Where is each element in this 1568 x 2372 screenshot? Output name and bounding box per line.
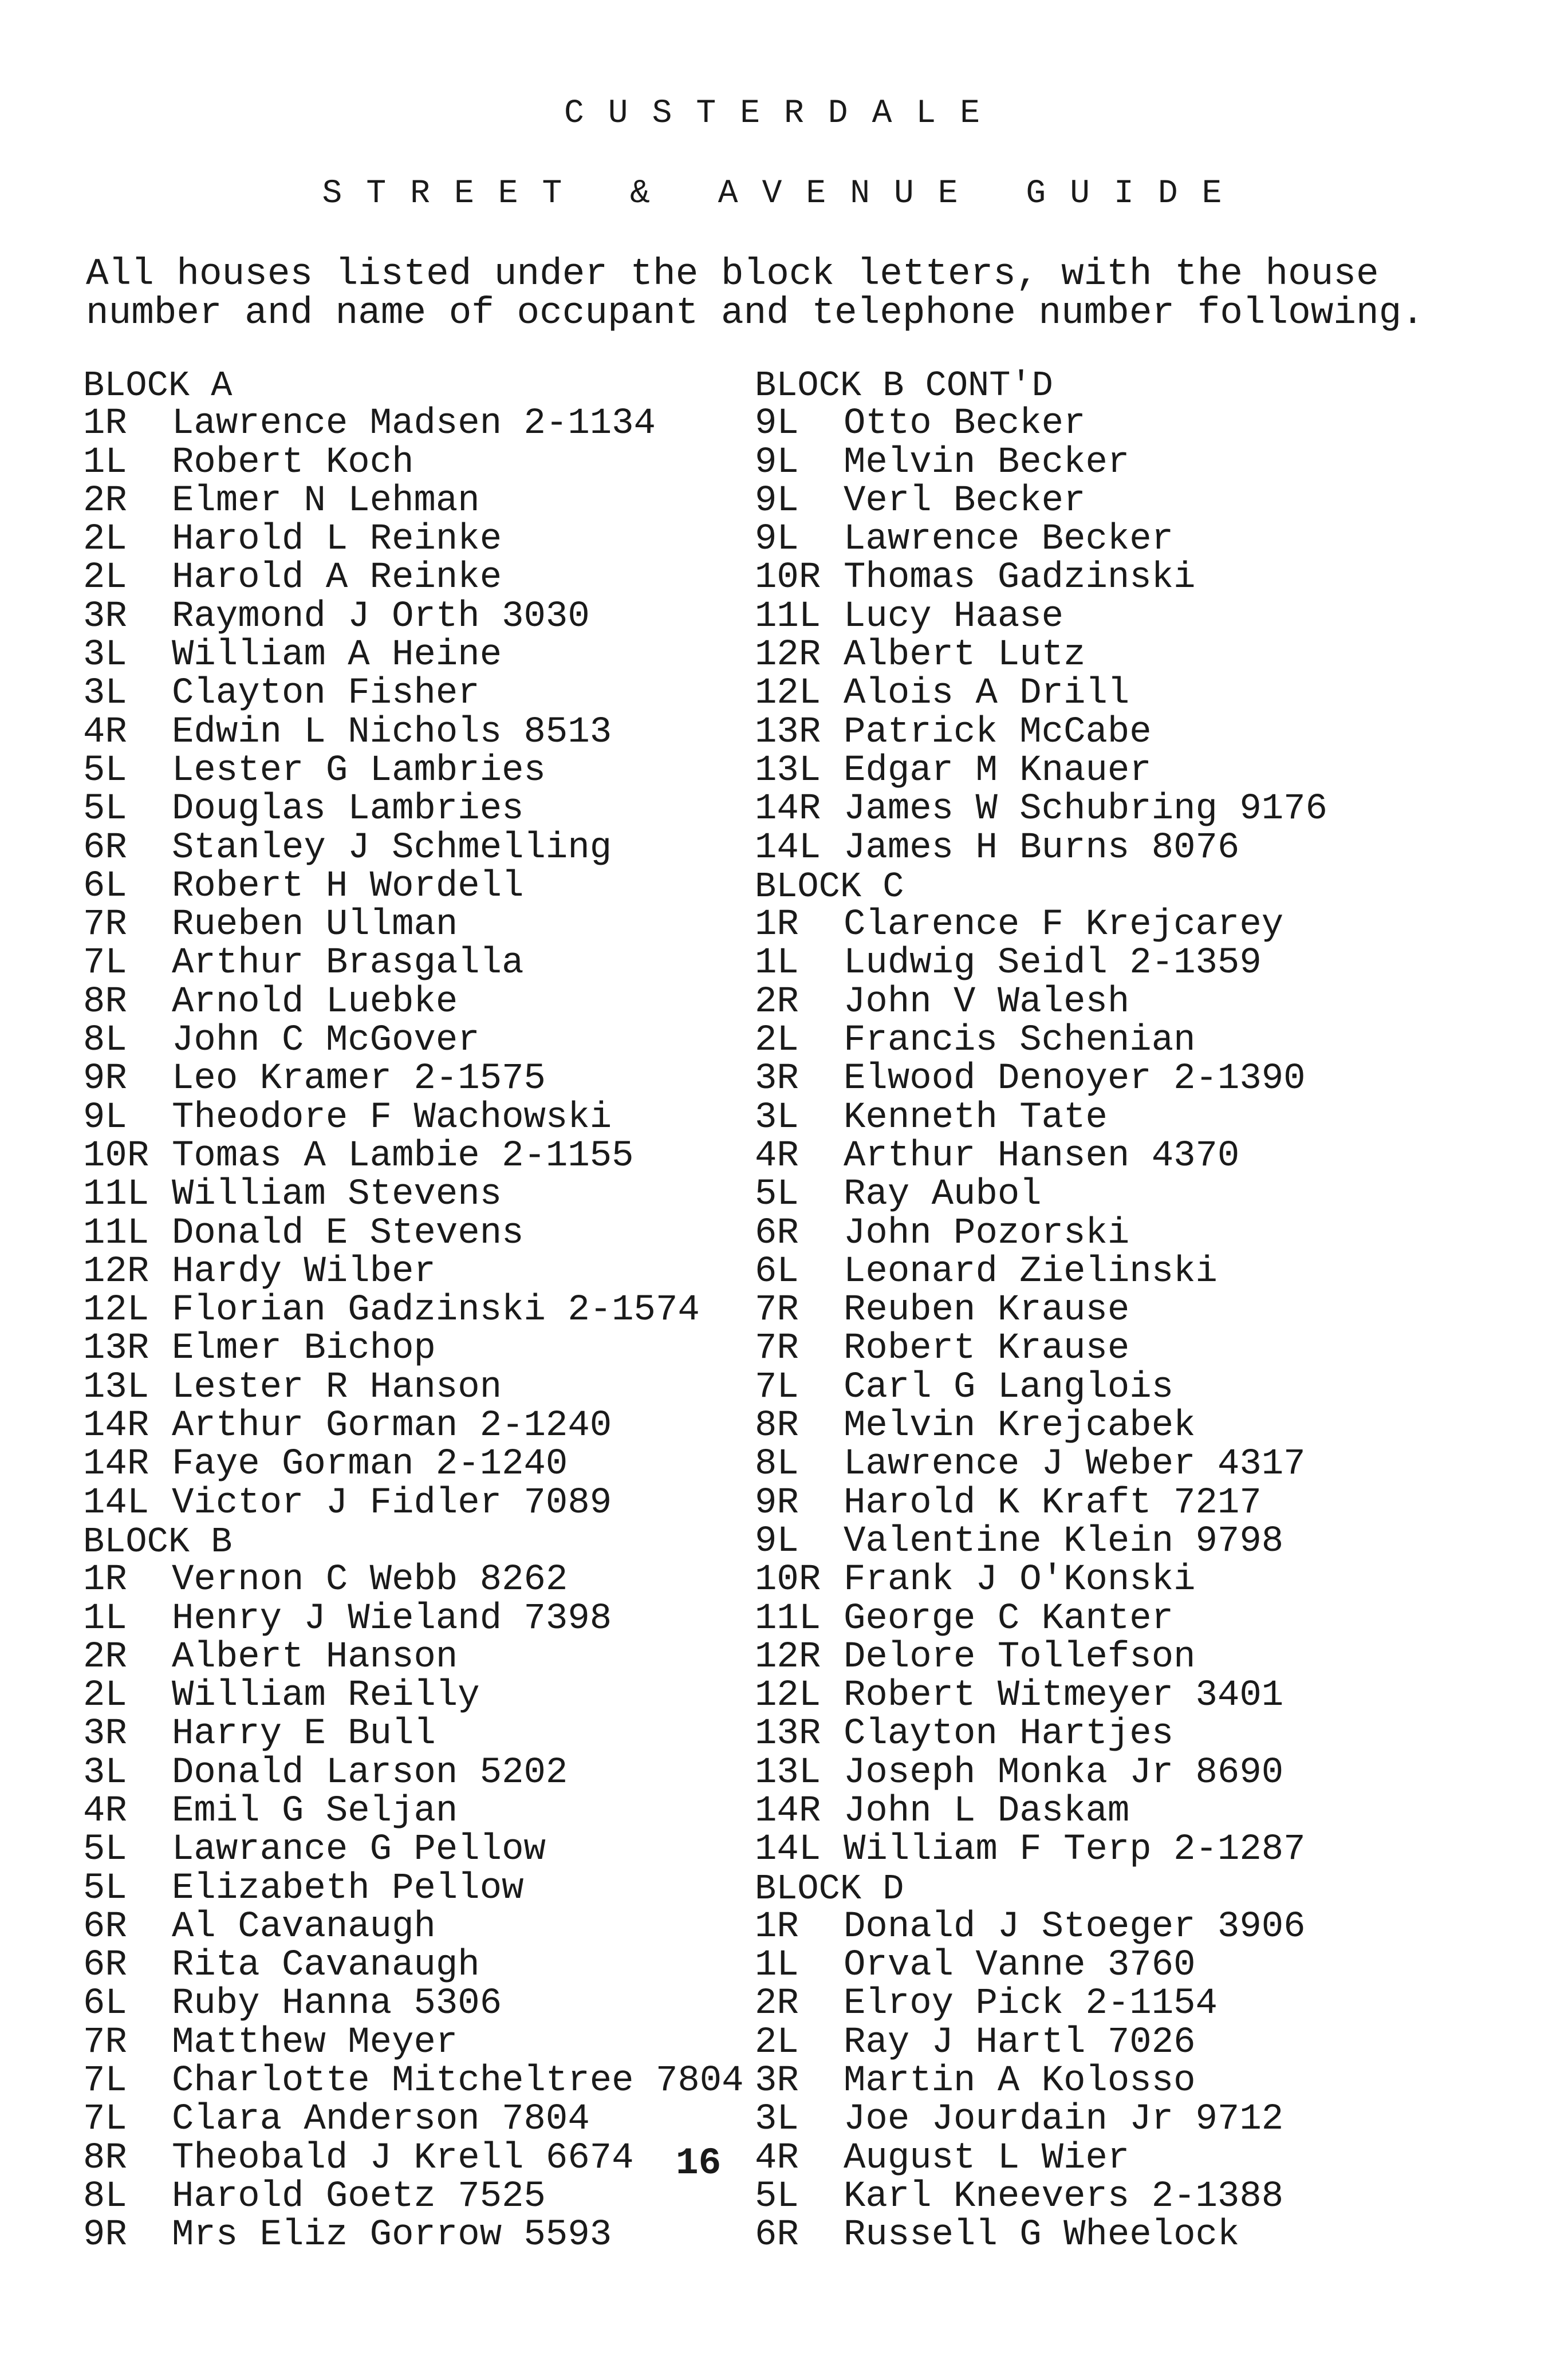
listing-row <box>755 2178 1499 2216</box>
occupant-name: Clarence F Krejcarey <box>844 904 1284 946</box>
occupant-name: James W Schubring 9176 <box>844 789 1327 830</box>
listing-row <box>83 1291 742 1330</box>
house-number: 1L <box>83 1598 127 1640</box>
listing-row <box>755 521 1499 559</box>
occupant-name: Robert Koch <box>172 442 414 483</box>
house-number: 9R <box>755 1482 799 1524</box>
occupant-name: Lawrence J Weber 4317 <box>844 1444 1306 1486</box>
occupant-name: Ray Aubol <box>844 1174 1042 1216</box>
house-number: 7L <box>83 2060 127 2102</box>
house-number: 2R <box>755 981 799 1023</box>
occupant-name: Francis Schenian <box>844 1020 1196 1062</box>
occupant-name: Verl Becker <box>844 480 1086 522</box>
house-number: 2R <box>755 1983 799 2025</box>
listing-row <box>755 1060 1499 1098</box>
listing-row <box>755 598 1499 636</box>
occupant-name: John Pozorski <box>844 1212 1130 1254</box>
house-number: 12R <box>755 1636 821 1678</box>
listing-row <box>83 1715 742 1754</box>
occupant-name: James H Burns 8076 <box>844 827 1240 869</box>
listing-row <box>755 1291 1499 1330</box>
house-number: 6R <box>755 1212 799 1254</box>
house-number: 3R <box>755 1058 799 1100</box>
occupant-name: Harold Goetz 7525 <box>172 2176 546 2217</box>
house-number: 5L <box>755 1174 799 1216</box>
listing-row <box>83 559 742 597</box>
occupant-name: Alois A Drill <box>844 673 1130 715</box>
occupant-name: Albert Lutz <box>844 635 1086 676</box>
house-number: 10R <box>755 557 821 599</box>
house-number: 14R <box>755 1790 821 1832</box>
listing-row <box>755 2216 1499 2255</box>
intro-line-2: number and name of occupant and telephone number following. <box>86 291 1424 334</box>
occupant-name: Mrs Eliz Gorrow 5593 <box>172 2215 612 2256</box>
occupant-name: Rita Cavanaugh <box>172 1945 480 1987</box>
house-number: 4R <box>755 1135 799 1177</box>
listing-row <box>83 2101 742 2139</box>
occupant-name: Elroy Pick 2-1154 <box>844 1983 1218 2025</box>
house-number: 4R <box>755 2137 799 2179</box>
occupant-name: Ruby Hanna 5306 <box>172 1983 502 2025</box>
occupant-name: Elizabeth Pellow <box>172 1867 524 1909</box>
occupant-name: Robert Krause <box>844 1328 1130 1370</box>
house-number: 13R <box>755 1713 821 1755</box>
listing-row <box>755 1253 1499 1291</box>
occupant-name: Clayton Fisher <box>172 673 480 715</box>
house-number: 6R <box>83 1945 127 1987</box>
house-number: 3R <box>755 2060 799 2102</box>
listing-row <box>755 1099 1499 1137</box>
listing-row <box>755 1831 1499 1869</box>
house-number: 5L <box>83 1829 127 1871</box>
house-number: 3L <box>83 1752 127 1794</box>
occupant-name: Robert Witmeyer 3401 <box>844 1675 1284 1717</box>
listing-row <box>83 790 742 829</box>
listing-row <box>755 1176 1499 1214</box>
occupant-name: Harold L Reinke <box>172 519 502 561</box>
listing-row <box>83 865 742 907</box>
house-number: 6R <box>83 1906 127 1948</box>
occupant-name: Elmer N Lehman <box>172 480 480 522</box>
occupant-name: John C McGover <box>172 1020 480 1062</box>
listing-row <box>755 636 1499 675</box>
listing-row <box>83 1638 742 1677</box>
house-number: 9R <box>83 2215 127 2256</box>
listing-row <box>755 675 1499 713</box>
occupant-name: Ray J Hartl 7026 <box>844 2022 1196 2063</box>
house-number: 14L <box>83 1482 149 1524</box>
house-number: 6L <box>755 1251 799 1293</box>
house-number: 2L <box>83 519 127 561</box>
house-number: 14L <box>755 827 821 869</box>
occupant-name: Patrick McCabe <box>844 711 1152 753</box>
house-number: 10R <box>83 1135 149 1177</box>
occupant-name: Lawrence Becker <box>844 519 1174 561</box>
listing-row <box>755 1985 1499 2023</box>
listing-row <box>83 598 742 636</box>
house-number: 8L <box>83 1020 127 1062</box>
occupant-name: Donald E Stevens <box>172 1212 524 1254</box>
listing-row <box>755 944 1499 983</box>
occupant-name: Reuben Krause <box>844 1290 1130 1331</box>
house-number: 8L <box>83 2176 127 2217</box>
listing-row <box>83 636 742 675</box>
house-number: 6L <box>83 1983 127 2025</box>
listing-row <box>755 1715 1499 1754</box>
occupant-name: Robert H Wordell <box>172 865 524 907</box>
listing-row <box>755 1022 1499 1060</box>
occupant-name: Arnold Luebke <box>172 981 458 1023</box>
occupant-name: Lester R Hanson <box>172 1366 502 1408</box>
listing-row <box>755 829 1499 868</box>
listing-row <box>83 675 742 713</box>
listing-row <box>83 1022 742 1060</box>
listing-row <box>83 1947 742 1985</box>
house-number: 4R <box>83 1790 127 1832</box>
occupant-name: Leo Kramer 2-1575 <box>172 1058 546 1100</box>
occupant-name: Florian Gadzinski 2-1574 <box>172 1290 700 1331</box>
house-number: 14L <box>755 1829 821 1871</box>
listing-row <box>755 2062 1499 2101</box>
listing-row <box>83 2062 742 2101</box>
listing-row <box>83 1099 742 1137</box>
house-number: 12L <box>83 1290 149 1331</box>
house-number: 13R <box>83 1328 149 1370</box>
occupant-name: Theobald J Krell 6674 <box>172 2137 634 2179</box>
occupant-name: William F Terp 2-1287 <box>844 1829 1306 1871</box>
listing-row <box>83 1867 742 1909</box>
listing-row <box>83 1407 742 1445</box>
occupant-name: August L Wier <box>844 2137 1130 2179</box>
occupant-name: Elwood Denoyer 2-1390 <box>844 1058 1306 1100</box>
house-number: 1L <box>755 943 799 984</box>
listing-row <box>755 1366 1499 1408</box>
house-number: 5L <box>83 750 127 791</box>
house-number: 9R <box>83 1058 127 1100</box>
listing-row <box>755 482 1499 521</box>
page-title: CUSTERDALE <box>564 95 1004 132</box>
occupant-name: Leonard Zielinski <box>844 1251 1218 1293</box>
house-number: 14R <box>83 1444 149 1486</box>
house-number: 1R <box>755 904 799 946</box>
listing-row <box>755 1677 1499 1715</box>
house-number: 12L <box>755 1675 821 1717</box>
listing-row <box>83 2024 742 2062</box>
occupant-name: Melvin Becker <box>844 442 1130 483</box>
occupant-name: Ludwig Seidl 2-1359 <box>844 943 1262 984</box>
house-number: 12R <box>755 635 821 676</box>
occupant-name: Faye Gorman 2-1240 <box>172 1444 568 1486</box>
house-number: 10R <box>755 1559 821 1601</box>
occupant-name: Lawrance G Pellow <box>172 1829 546 1871</box>
occupant-name: Harold A Reinke <box>172 557 502 599</box>
occupant-name: Henry J Wieland 7398 <box>172 1598 612 1640</box>
listing-row <box>83 1561 742 1599</box>
listing-row <box>83 944 742 983</box>
occupant-name: Frank J O'Konski <box>844 1559 1196 1601</box>
occupant-name: Lawrence Madsen 2-1134 <box>172 403 656 445</box>
occupant-name: Lucy Haase <box>844 596 1064 637</box>
intro-text <box>86 255 1518 333</box>
house-number: 7L <box>83 2099 127 2141</box>
listing-row <box>755 444 1499 482</box>
house-number: 1R <box>755 1906 799 1948</box>
occupant-name: Valentine Klein 9798 <box>844 1520 1284 1562</box>
listing-row <box>83 983 742 1022</box>
block-header: BLOCK C <box>755 866 904 907</box>
occupant-name: Karl Kneevers 2-1388 <box>844 2176 1284 2217</box>
block-header: BLOCK A <box>83 365 233 406</box>
occupant-name: William Reilly <box>172 1675 480 1717</box>
listing-row <box>83 444 742 482</box>
house-number: 11L <box>755 1598 821 1640</box>
listing-row <box>83 906 742 944</box>
house-number: 2L <box>83 557 127 599</box>
listing-row <box>83 1366 742 1408</box>
intro-line-1: All houses listed under the block letters, with the house <box>86 253 1379 295</box>
listing-row <box>755 711 1499 753</box>
listing-row <box>755 1600 1499 1638</box>
house-number: 14R <box>83 1405 149 1447</box>
occupant-name: Donald J Stoeger 3906 <box>844 1906 1306 1948</box>
listing-row <box>83 1677 742 1715</box>
page-number: 16 <box>676 2142 722 2185</box>
occupant-name: Rueben Ullman <box>172 904 458 946</box>
house-number: 2R <box>83 480 127 522</box>
listing-row <box>83 1600 742 1638</box>
listing-row <box>755 559 1499 597</box>
block-header: BLOCK D <box>755 1868 904 1909</box>
listing-row <box>83 2216 742 2255</box>
occupant-name: William Stevens <box>172 1174 502 1216</box>
occupant-name: Clara Anderson 7804 <box>172 2099 590 2141</box>
house-number: 9L <box>755 1520 799 1562</box>
listing-row <box>83 1831 742 1869</box>
listing-row <box>83 829 742 868</box>
occupant-name: Douglas Lambries <box>172 789 524 830</box>
house-number: 1R <box>83 403 127 445</box>
occupant-name: Albert Hanson <box>172 1636 458 1678</box>
house-number: 3L <box>755 1097 799 1138</box>
listing-row <box>83 1060 742 1098</box>
listing-row <box>755 1520 1499 1562</box>
house-number: 13L <box>83 1366 149 1408</box>
right-column <box>755 367 1499 2255</box>
house-number: 9L <box>755 519 799 561</box>
house-number: 7R <box>83 904 127 946</box>
occupant-name: Theodore F Wachowski <box>172 1097 612 1138</box>
house-number: 9L <box>755 480 799 522</box>
house-number: 5L <box>83 789 127 830</box>
block-header: BLOCK B <box>83 1521 233 1562</box>
occupant-name: John V Walesh <box>844 981 1130 1023</box>
occupant-name: Orval Vanne 3760 <box>844 1945 1196 1987</box>
occupant-name: Emil G Seljan <box>172 1790 458 1832</box>
occupant-name: Charlotte Mitcheltree 7804 <box>172 2060 744 2102</box>
occupant-name: George C Kanter <box>844 1598 1174 1640</box>
house-number: 2L <box>755 1020 799 1062</box>
listing-row <box>755 405 1499 443</box>
house-number: 13L <box>755 1752 821 1794</box>
listing-row <box>755 1908 1499 1947</box>
house-number: 2R <box>83 1636 127 1678</box>
listing-row <box>83 752 742 790</box>
occupant-name: Al Cavanaugh <box>172 1906 436 1948</box>
house-number: 13L <box>755 750 821 791</box>
listing-row <box>755 1947 1499 1985</box>
house-number: 7R <box>755 1290 799 1331</box>
left-column <box>83 367 742 2255</box>
house-number: 12L <box>755 673 821 715</box>
house-number: 5L <box>83 1867 127 1909</box>
occupant-name: Elmer Bichop <box>172 1328 436 1370</box>
occupant-name: Stanley J Schmelling <box>172 827 612 869</box>
listing-row <box>755 1754 1499 1792</box>
occupant-name: Clayton Hartjes <box>844 1713 1174 1755</box>
house-number: 7L <box>83 943 127 984</box>
house-number: 8R <box>83 2137 127 2179</box>
house-number: 6R <box>755 2215 799 2256</box>
listing-row <box>83 521 742 559</box>
occupant-name: Carl G Langlois <box>844 1366 1174 1408</box>
listing-row <box>83 1176 742 1214</box>
house-number: 7R <box>83 2022 127 2063</box>
listing-row <box>755 1330 1499 1368</box>
occupant-name: Matthew Meyer <box>172 2022 458 2063</box>
occupant-name: Edgar M Knauer <box>844 750 1152 791</box>
occupant-name: Delore Tollefson <box>844 1636 1196 1678</box>
house-number: 11L <box>83 1174 149 1216</box>
occupant-name: Harry E Bull <box>172 1713 436 1755</box>
occupant-name: Arthur Gorman 2-1240 <box>172 1405 612 1447</box>
house-number: 9L <box>755 442 799 483</box>
occupant-name: Melvin Krejcabek <box>844 1405 1196 1447</box>
house-number: 4R <box>83 711 127 753</box>
occupant-name: Thomas Gadzinski <box>844 557 1196 599</box>
occupant-name: Joe Jourdain Jr 9712 <box>844 2099 1284 2141</box>
listing-row <box>83 1908 742 1947</box>
listing-row <box>83 405 742 443</box>
listing-row <box>83 1253 742 1291</box>
house-number: 3L <box>83 635 127 676</box>
occupant-name: William A Heine <box>172 635 502 676</box>
listing-row <box>755 2139 1499 2178</box>
occupant-name: Tomas A Lambie 2-1155 <box>172 1135 634 1177</box>
house-number: 1L <box>83 442 127 483</box>
house-number: 1L <box>755 1945 799 1987</box>
listing-row <box>83 1212 742 1254</box>
listing-row <box>755 752 1499 790</box>
listing-row <box>755 1445 1499 1484</box>
house-number: 2L <box>83 1675 127 1717</box>
listing-row <box>83 1754 742 1792</box>
occupant-name: Harold K Kraft 7217 <box>844 1482 1262 1524</box>
occupant-name: Victor J Fidler 7089 <box>172 1482 612 1524</box>
occupant-name: Joseph Monka Jr 8690 <box>844 1752 1284 1794</box>
house-number: 3L <box>755 2099 799 2141</box>
occupant-name: Russell G Wheelock <box>844 2215 1240 2256</box>
house-number: 9L <box>755 403 799 445</box>
house-number: 3R <box>83 1713 127 1755</box>
occupant-name: Arthur Hansen 4370 <box>844 1135 1240 1177</box>
occupant-name: John L Daskam <box>844 1790 1130 1832</box>
house-number: 11L <box>755 596 821 637</box>
listing-row <box>755 1212 1499 1254</box>
listing-row <box>755 2101 1499 2139</box>
house-number: 8R <box>83 981 127 1023</box>
house-number: 6R <box>83 827 127 869</box>
house-number: 1R <box>83 1559 127 1601</box>
house-number: 5L <box>755 2176 799 2217</box>
occupant-name: Martin A Kolosso <box>844 2060 1196 2102</box>
listing-row <box>755 790 1499 829</box>
house-number: 3L <box>83 673 127 715</box>
house-number: 6L <box>83 865 127 907</box>
occupant-name: Edwin L Nichols 8513 <box>172 711 612 753</box>
page-subtitle: STREET & AVENUE GUIDE <box>322 175 1246 212</box>
listing-row <box>83 2139 742 2178</box>
occupant-name: Hardy Wilber <box>172 1251 436 1293</box>
listing-row <box>83 1137 742 1176</box>
listing-row <box>83 1484 742 1523</box>
house-number: 7L <box>755 1366 799 1408</box>
listing-row <box>83 711 742 753</box>
listing-row <box>83 2178 742 2216</box>
listing-row <box>755 983 1499 1022</box>
house-number: 8R <box>755 1405 799 1447</box>
house-number: 8L <box>755 1444 799 1486</box>
listing-row <box>83 1445 742 1484</box>
occupant-name: Raymond J Orth 3030 <box>172 596 590 637</box>
occupant-name: Otto Becker <box>844 403 1086 445</box>
listing-row <box>83 1792 742 1831</box>
house-number: 2L <box>755 2022 799 2063</box>
listing-row <box>83 1330 742 1368</box>
house-number: 12R <box>83 1251 149 1293</box>
listing-row <box>755 1638 1499 1677</box>
house-number: 14R <box>755 789 821 830</box>
listing-row <box>755 1561 1499 1599</box>
listing-row <box>755 1407 1499 1445</box>
occupant-name: Donald Larson 5202 <box>172 1752 568 1794</box>
listing-row <box>755 1792 1499 1831</box>
occupant-name: Vernon C Webb 8262 <box>172 1559 568 1601</box>
block-header: BLOCK B CONT'D <box>755 365 1053 406</box>
listing-row <box>755 2024 1499 2062</box>
listing-row <box>83 1985 742 2023</box>
house-number: 9L <box>83 1097 127 1138</box>
occupant-name: Kenneth Tate <box>844 1097 1108 1138</box>
house-number: 13R <box>755 711 821 753</box>
house-number: 7R <box>755 1328 799 1370</box>
listing-row <box>755 1484 1499 1523</box>
listing-row <box>755 1137 1499 1176</box>
listing-row <box>83 482 742 521</box>
occupant-name: Lester G Lambries <box>172 750 546 791</box>
occupant-name: Arthur Brasgalla <box>172 943 524 984</box>
listing-row <box>755 906 1499 944</box>
house-number: 3R <box>83 596 127 637</box>
house-number: 11L <box>83 1212 149 1254</box>
